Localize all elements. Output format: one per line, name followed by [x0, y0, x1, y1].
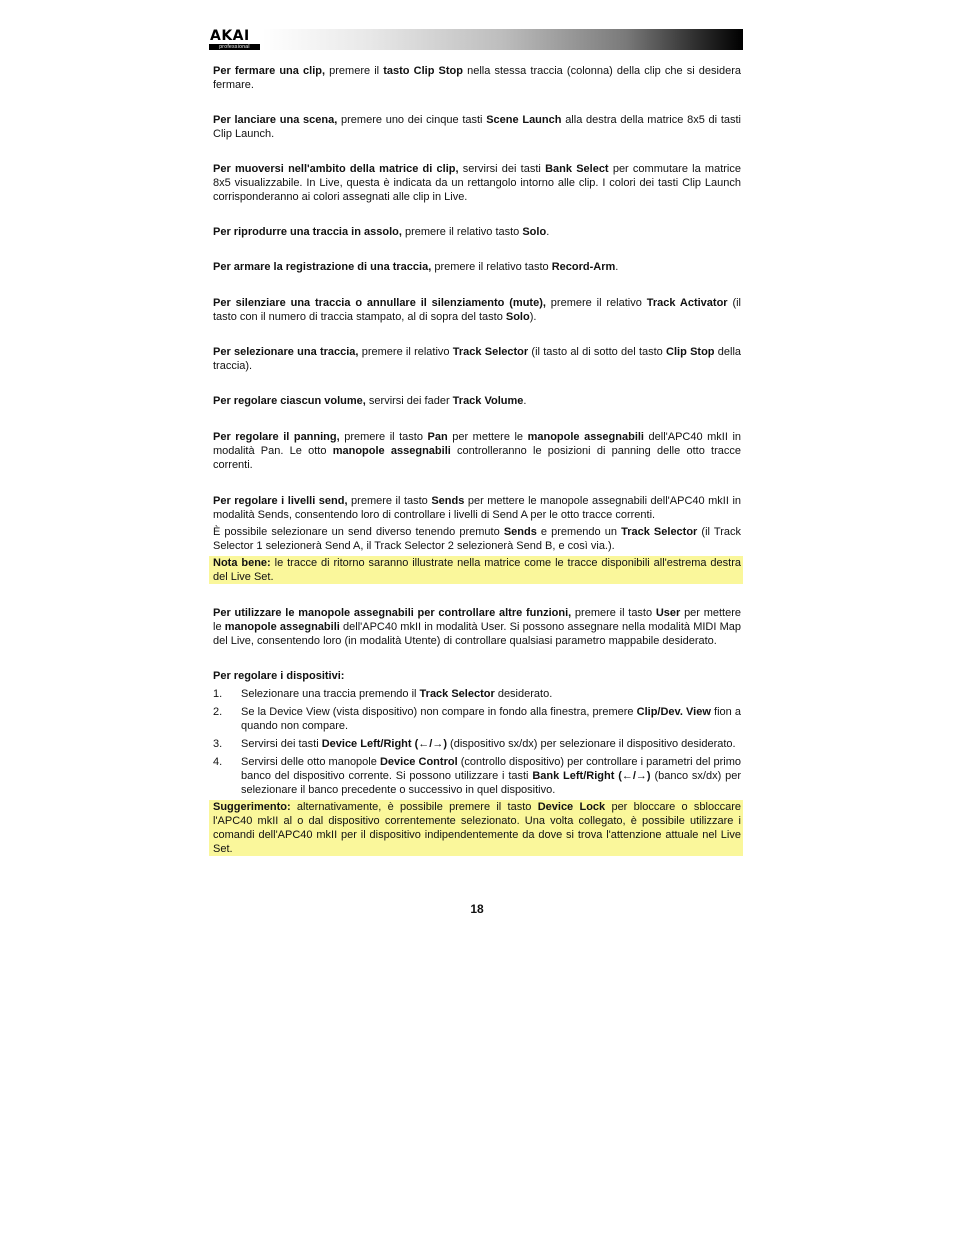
devices-heading: Per regolare i dispositivi: [213, 670, 345, 682]
paragraph-bank-select: Per muoversi nell'ambito della matrice di clip, servirsi dei tasti Bank Select per commutare la matrice 8x5 visualizzabile. In Live, questa è indicata da un rettangolo intorno alle clip. I colori dei tasti Clip Launch corrisponderanno ai colori assegnati alle clip in Live. [213, 163, 741, 203]
paragraph-user-mode: Per utilizzare le manopole assegnabili per controllare altre funzioni, premere il tasto User per mettere le manopole assegnabili dell'APC40 mkII in modalità User. Si possono assegnare nella modalità MIDI Map del Live, consentendo loro (in modalità Utente) di controllare qualsiasi parametro mappabile desiderato. [213, 607, 742, 647]
paragraph-clip-stop: Per fermare una clip, premere il tasto Clip Stop nella stessa traccia (colonna) della clip che si desidera fermare. [213, 65, 742, 91]
logo-brand: AKAI [210, 28, 250, 44]
page-number: 18 [470, 902, 484, 916]
page-content [213, 64, 741, 856]
note-highlight: Nota bene: le tracce di ritorno saranno illustrate nella matrice come le tracce disponibili all'estrema destra del Live Set. [209, 556, 743, 584]
list-item: 2. Se la Device View (vista dispositivo) non compare in fondo alla finestra, premere Clip/Dev. View fion a quando non compare. [213, 706, 741, 732]
akai-logo [209, 29, 261, 50]
paragraph-send-select: È possibile selezionare un send diverso tenendo premuto Sends e premendo un Track Selector (il Track Selector 1 selezionerà Send A, il Track Selector 2 selezionerà Send B, e così via.). [213, 526, 741, 552]
list-item: 3. Servirsi dei tasti Device Left/Right (←/→) (dispositivo sx/dx) per selezionare il dispositivo desiderato. [213, 738, 736, 750]
paragraph-volume: Per regolare ciascun volume, servirsi dei fader Track Volume. [213, 395, 527, 407]
paragraph-sends: Per regolare i livelli send, premere il tasto Sends per mettere le manopole assegnabili dell'APC40 mkII in modalità Sends, consentendo loro di controllare i livelli di Send A per le otto tracce correnti. [213, 495, 742, 521]
paragraph-track-selector: Per selezionare una traccia, premere il relativo Track Selector (il tasto al di sotto del tasto Clip Stop della traccia). [213, 346, 741, 372]
paragraph-record-arm: Per armare la registrazione di una traccia, premere il relativo tasto Record-Arm. [213, 261, 619, 273]
logo-subtitle: professional [209, 44, 260, 50]
list-item: 4. Servirsi delle otto manopole Device Control (controllo dispositivo) per controllare i parametri del primo banco del dispositivo corrente. Si possono utilizzare i tasti Bank Left/Right (←/→) (banco sx/dx) per selezionare il banco precedente o successivo in quel dispositivo. [213, 756, 741, 796]
paragraph-solo: Per riprodurre una traccia in assolo, premere il relativo tasto Solo. [213, 226, 550, 238]
header-gradient-bar [209, 29, 743, 50]
devices-steps-list [213, 687, 741, 797]
paragraph-scene-launch: Per lanciare una scena, premere uno dei cinque tasti Scene Launch alla destra della matrice 8x5 di tasti Clip Launch. [213, 114, 741, 140]
paragraph-mute: Per silenziare una traccia o annullare il silenziamento (mute), premere il relativo Track Activator (il tasto con il numero di traccia stampato, al di sopra del tasto Solo). [213, 297, 742, 323]
paragraph-panning: Per regolare il panning, premere il tasto Pan per mettere le manopole assegnabili dell'APC40 mkII in modalità Pan. Le otto manopole assegnabili controlleranno le posizioni di panning delle otto tracce correnti. [213, 431, 742, 471]
tip-highlight: Suggerimento: alternativamente, è possibile premere il tasto Device Lock per bloccare o sbloccare l'APC40 mkII al o dal dispositivo correntemente selezionato. Una volta collegato, è possibile utilizzare i comandi dell'APC40 mkII per il dispositivo indipendentemente da dove si trova l'attenzione attuale nel Live Set. [209, 800, 743, 856]
list-item: 1. Selezionare una traccia premendo il Track Selector desiderato. [213, 688, 553, 700]
